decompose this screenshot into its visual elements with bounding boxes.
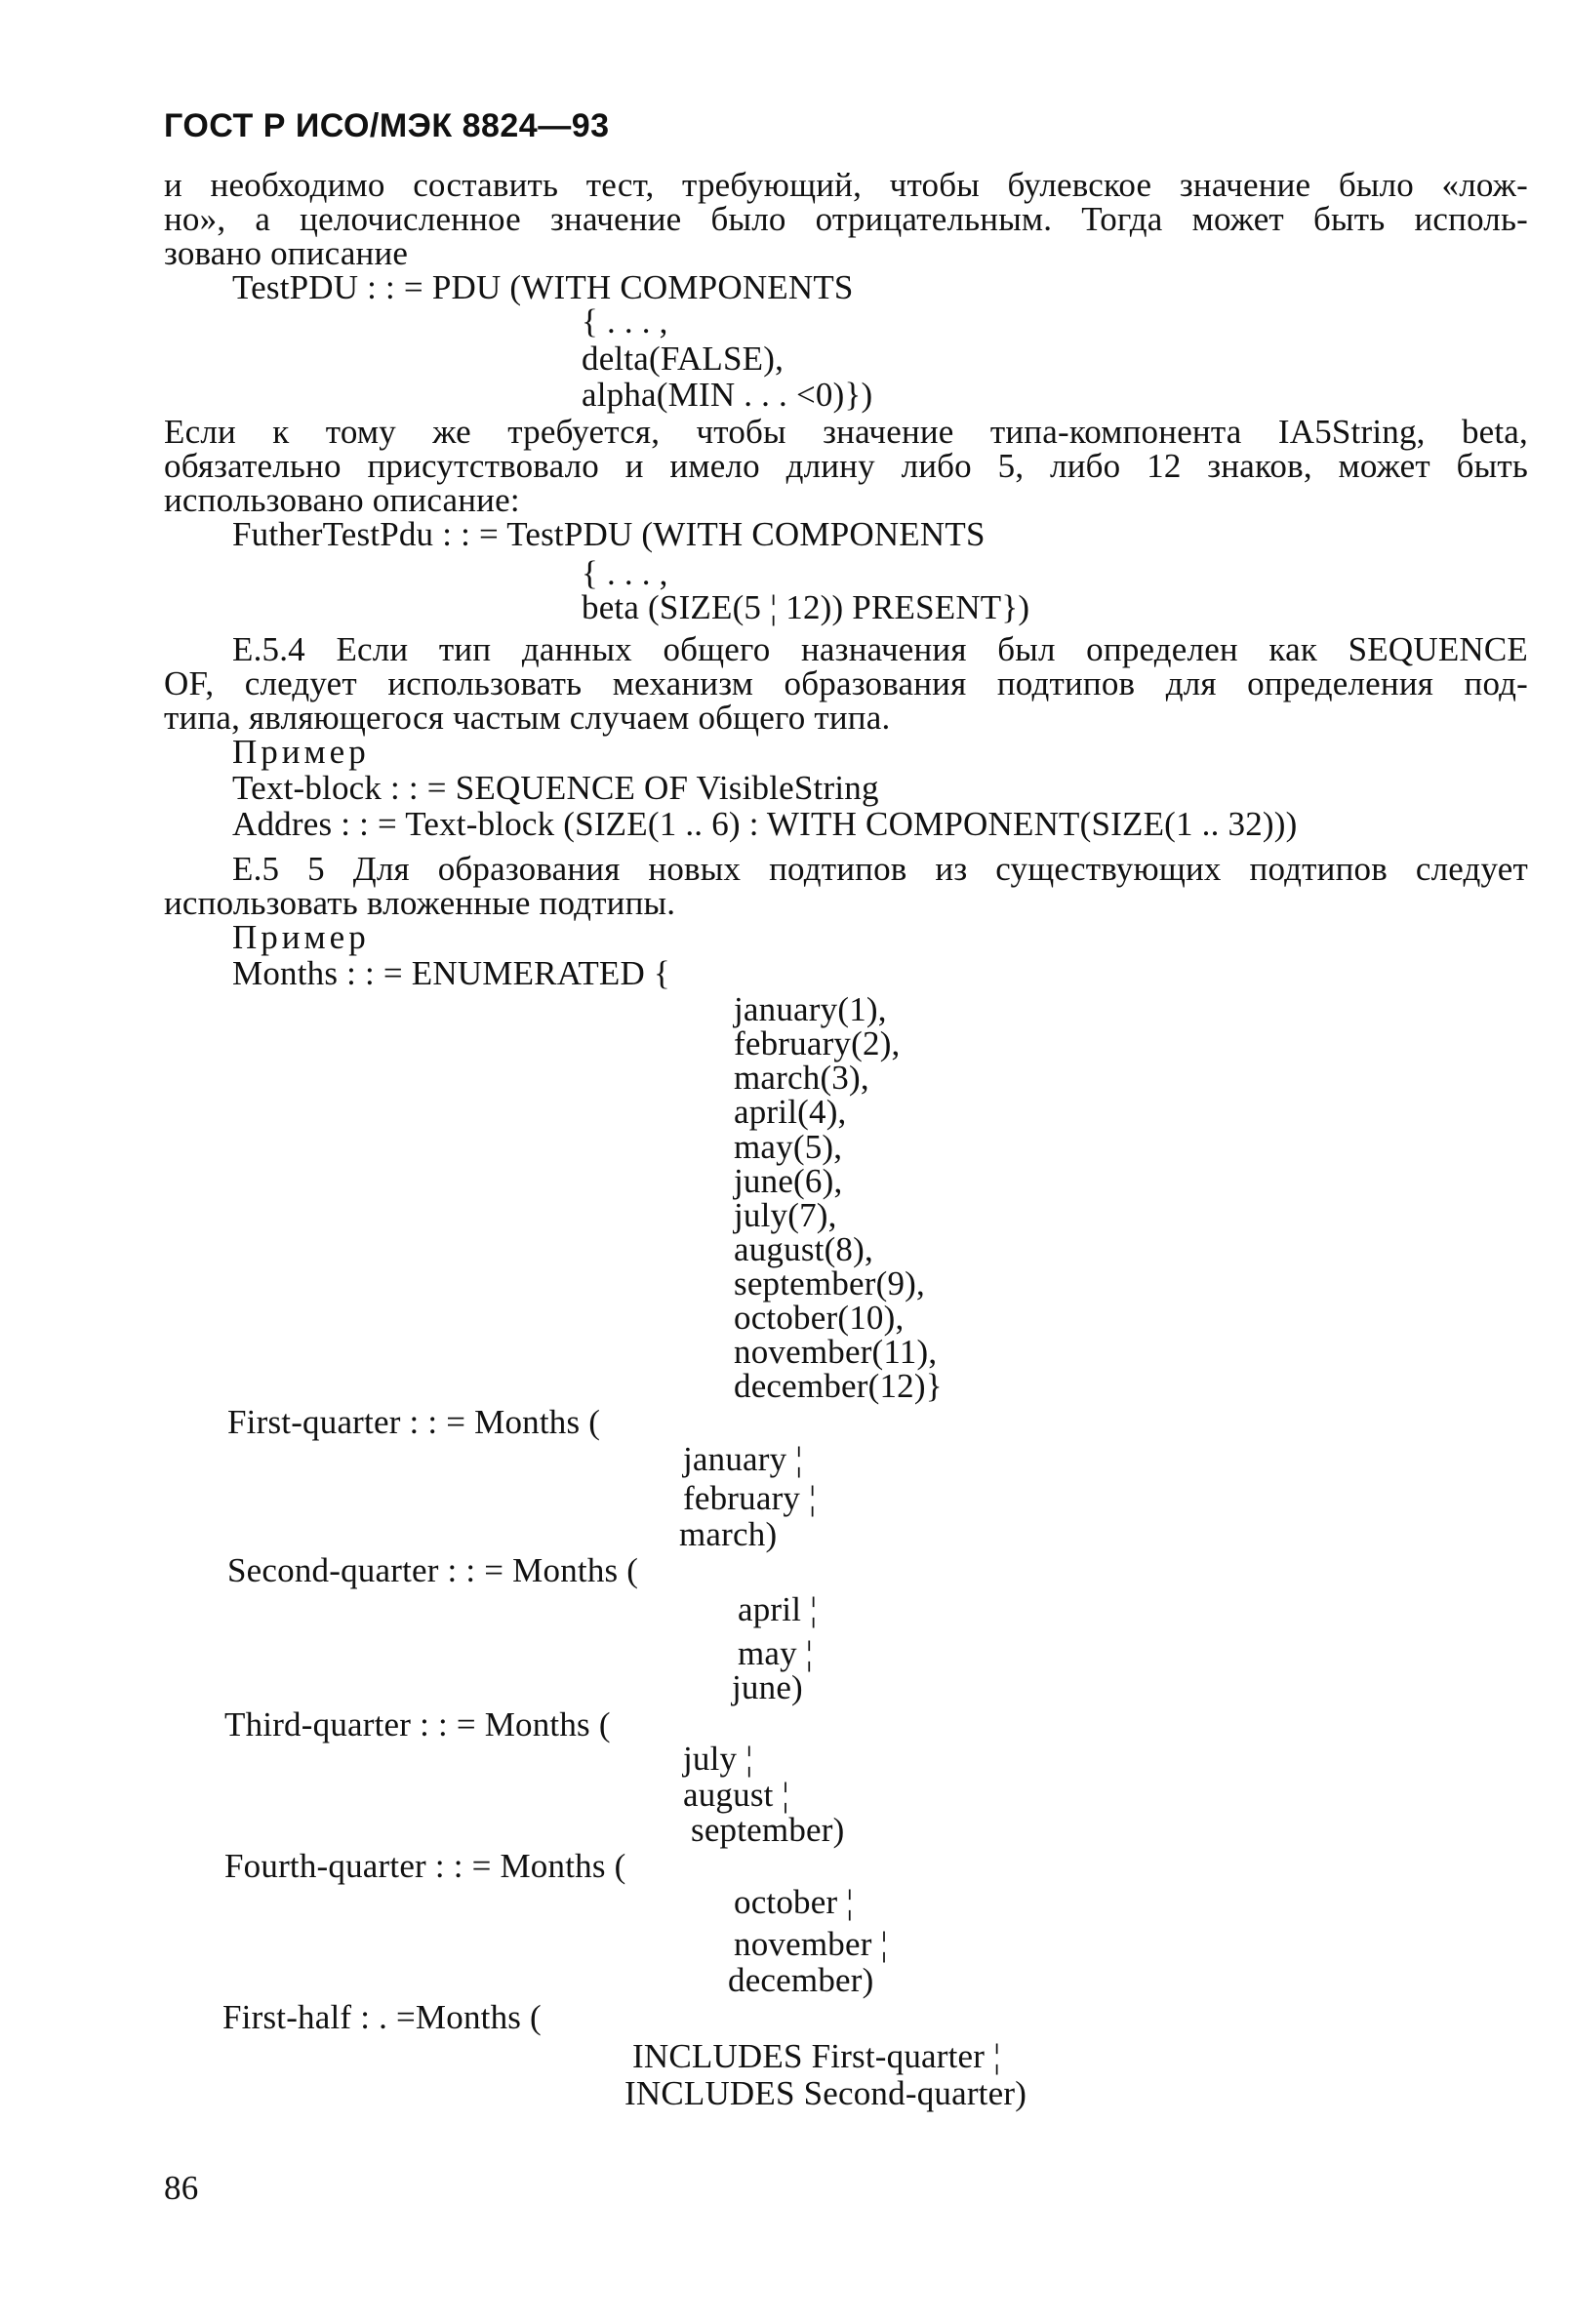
code-line: First-half : . =Months ( <box>222 1998 542 2036</box>
enum-item: september(9), <box>734 1264 925 1302</box>
code-line: Months : : = ENUMERATED { <box>232 954 670 992</box>
subtype-item: january ¦ <box>683 1440 803 1478</box>
subtype-item: may ¦ <box>738 1634 814 1672</box>
text-line: зовано описание <box>164 234 409 272</box>
enum-item: january(1), <box>734 990 887 1028</box>
text-line: обязательно присутствовало и имело длину либо 5, либо 12 знаков, может быть <box>164 447 1528 485</box>
code-line: Second-quarter : : = Months ( <box>227 1551 639 1589</box>
enum-item: may(5), <box>734 1128 843 1166</box>
code-line: Fourth-quarter : : = Months ( <box>224 1847 626 1885</box>
enum-item: november(11), <box>734 1333 938 1371</box>
code-line: beta (SIZE(5 ¦ 12)) PRESENT}) <box>582 588 1030 626</box>
text-line: использовать вложенные подтипы. <box>164 884 676 922</box>
text-line: использовано описание: <box>164 481 520 519</box>
subtype-item: august ¦ <box>683 1776 789 1814</box>
enum-item: october(10), <box>734 1299 905 1337</box>
subtype-item: february ¦ <box>683 1479 817 1517</box>
code-line: { . . . , <box>582 554 668 592</box>
subtype-item: march) <box>679 1515 778 1553</box>
enum-item: june(6), <box>734 1162 843 1200</box>
enum-item: april(4), <box>734 1093 847 1131</box>
code-line: Third-quarter : : = Months ( <box>224 1705 611 1743</box>
code-line: alpha(MIN . . . <0)}) <box>582 376 873 414</box>
subtype-item: INCLUDES First-quarter ¦ <box>632 2037 1001 2075</box>
text-line: но», а целочисленное значение было отрицательным. Тогда может быть исполь- <box>164 200 1528 238</box>
page-number: 86 <box>164 2169 199 2207</box>
enum-item: december(12)} <box>734 1367 943 1405</box>
subtype-item: october ¦ <box>734 1883 854 1921</box>
text-line: OF, следует использовать механизм образования подтипов для определения под- <box>164 664 1528 702</box>
subtype-item: INCLUDES Second-quarter) <box>624 2074 1027 2112</box>
subtype-item: september) <box>691 1811 845 1849</box>
text-line: Е.5 5 Для образования новых подтипов из существующих подтипов следует <box>232 850 1528 888</box>
subtype-item: december) <box>728 1961 874 1999</box>
enum-item: february(2), <box>734 1024 901 1062</box>
code-line: TestPDU : : = PDU (WITH COMPONENTS <box>232 268 854 306</box>
subtype-item: june) <box>732 1668 803 1706</box>
code-line: FutherTestPdu : : = TestPDU (WITH COMPONENTS <box>232 515 986 553</box>
enum-item: july(7), <box>734 1196 837 1234</box>
example-label: Пример <box>232 918 370 956</box>
text-line: Если к тому же требуется, чтобы значение типа-компонента IA5String, beta, <box>164 413 1528 451</box>
subtype-item: july ¦ <box>683 1740 753 1778</box>
document-header: ГОСТ Р ИСО/МЭК 8824—93 <box>164 107 610 144</box>
text-line: и необходимо составить тест, требующий, чтобы булевское значение было «лож- <box>164 166 1528 204</box>
text-line: Е.5.4 Если тип данных общего назначения был определен как SEQUENCE <box>232 630 1528 668</box>
subtype-item: april ¦ <box>738 1590 818 1628</box>
code-line: First-quarter : : = Months ( <box>227 1403 601 1441</box>
subtype-item: november ¦ <box>734 1925 888 1963</box>
code-line: Text-block : : = SEQUENCE OF VisibleString <box>232 769 879 807</box>
code-line: Addres : : = Text-block (SIZE(1 .. 6) : WITH COMPONENT(SIZE(1 .. 32))) <box>232 805 1298 843</box>
text-line: типа, являющегося частым случаем общего типа. <box>164 699 891 737</box>
enum-item: march(3), <box>734 1059 869 1097</box>
code-line: { . . . , <box>582 302 668 341</box>
enum-item: august(8), <box>734 1230 873 1268</box>
code-line: delta(FALSE), <box>582 340 785 378</box>
example-label: Пример <box>232 733 370 771</box>
